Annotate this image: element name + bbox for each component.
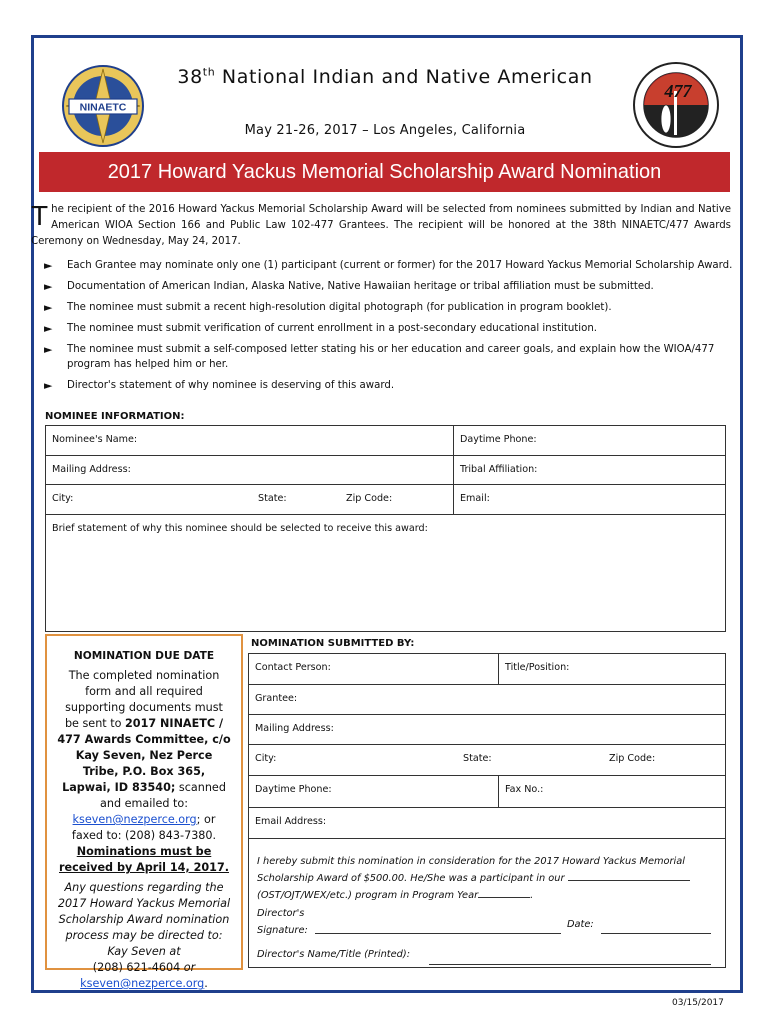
- director-name-label: Director's Name/Title (Printed):: [257, 949, 410, 960]
- submitted-by-heading: NOMINATION SUBMITTED BY:: [251, 638, 415, 649]
- submitter-zip-field[interactable]: Zip Code:: [609, 753, 656, 764]
- logo-left-text: NINAETC: [79, 101, 127, 114]
- intro-paragraph: The recipient of the 2016 Howard Yackus Memorial Scholarship Award will be selected from nominees submitted by Indian and Native American WIOA Section 166 and Public Law 102-477 Grantees. The recipient will be honored at the 38th NINAETC/477 Awards Ceremony on Wednesday, May 24, 2017.: [31, 200, 731, 247]
- grantee-field[interactable]: Grantee:: [255, 693, 298, 704]
- requirements-list: [44, 258, 734, 399]
- program-year-line: (OST/OJT/WEX/etc.) program in Program Year .: [257, 887, 717, 904]
- arrow-bullet-icon: ►: [44, 343, 53, 356]
- nominee-city-field[interactable]: City:: [52, 493, 74, 504]
- arrow-bullet-icon: ►: [44, 301, 53, 314]
- nominee-zip-field[interactable]: Zip Code:: [346, 493, 393, 504]
- deadline-text: Nominations must be received by April 14, 2017.: [59, 845, 229, 874]
- program-year-input[interactable]: [478, 887, 530, 898]
- director-signature-line[interactable]: [315, 923, 561, 934]
- email-link[interactable]: kseven@nezperce.org: [80, 977, 205, 990]
- table-row: [249, 776, 725, 808]
- director-name-line[interactable]: [429, 954, 711, 965]
- table-row: [46, 485, 725, 515]
- list-item: ► Documentation of American Indian, Alaska Native, Native Hawaiian heritage or tribal affiliation must be submitted.: [44, 280, 654, 293]
- date-line[interactable]: [601, 923, 711, 934]
- table-row: [249, 745, 725, 776]
- arrow-bullet-icon: ►: [44, 322, 53, 335]
- nominee-address-field[interactable]: Mailing Address:: [52, 464, 131, 475]
- nominee-statement-field[interactable]: Brief statement of why this nominee should be selected to receive this award:: [52, 523, 428, 534]
- nominee-email-field[interactable]: Email:: [460, 493, 490, 504]
- email-link[interactable]: kseven@nezperce.org: [72, 813, 197, 826]
- table-row: [46, 456, 725, 485]
- tribal-affiliation-field[interactable]: Tribal Affiliation:: [460, 464, 538, 475]
- program-name-line[interactable]: [568, 870, 690, 881]
- list-item: ► The nominee must submit verification of current enrollment in a post-secondary educational institution.: [44, 322, 598, 335]
- date-label: Date:: [567, 919, 594, 930]
- submitter-phone-field[interactable]: Daytime Phone:: [255, 784, 332, 795]
- table-row: [249, 808, 725, 839]
- arrow-bullet-icon: ►: [44, 259, 53, 272]
- footer-date: 03/15/2017: [672, 998, 724, 1008]
- drop-cap: T: [31, 200, 49, 231]
- director-signature-label: Director's Signature:: [257, 908, 308, 936]
- due-date-box: [45, 634, 243, 990]
- list-item: ► The nominee must submit a self-composed letter stating his or her education and career goals, and explain how the WIOA/477 program has helped him or her.: [44, 343, 715, 370]
- submitted-by-table: [248, 653, 726, 838]
- ninaetc-logo: [60, 63, 146, 149]
- certification-box: [248, 838, 726, 968]
- nominee-state-field[interactable]: State:: [258, 493, 287, 504]
- nominee-name-field[interactable]: Nominee's Name:: [52, 434, 138, 445]
- nominee-info-table: [45, 425, 726, 632]
- due-instructions: The completed nomination form and all required supporting documents must be sent to 2017 NINAETC / 477 Awards Committee, c/o Kay Seven, Nez Perce Tribe, P.O. Box 365, Lapwai, ID 83540; scanned and emailed to: kseven@nezperce.org; or faxed to: (208) 843-7380.: [57, 669, 231, 842]
- certification-statement: I hereby submit this nomination in consideration for the 2017 Howard Yackus Memorial Scholarship Award of $500.00. He/She was a participant in our: [257, 853, 717, 887]
- table-row: [249, 654, 725, 685]
- table-row: [249, 685, 725, 715]
- 477-tribal-logo: [632, 61, 720, 149]
- contact-person-field[interactable]: Contact Person:: [255, 662, 331, 673]
- table-row: [249, 715, 725, 745]
- form-title-banner: 2017 Howard Yackus Memorial Scholarship Award Nomination: [39, 152, 730, 192]
- submitter-email-field[interactable]: Email Address:: [255, 816, 327, 827]
- nominee-phone-field[interactable]: Daytime Phone:: [460, 434, 537, 445]
- table-row: [46, 426, 725, 456]
- submitter-city-field[interactable]: City:: [255, 753, 277, 764]
- submitter-address-field[interactable]: Mailing Address:: [255, 723, 334, 734]
- arrow-bullet-icon: ►: [44, 280, 53, 293]
- nominee-info-heading: NOMINEE INFORMATION:: [45, 411, 185, 422]
- title-position-field[interactable]: Title/Position:: [505, 662, 570, 673]
- logo-right-text: 477: [664, 81, 692, 101]
- list-item: ► Each Grantee may nominate only one (1) participant (current or former) for the 2017 Howard Yackus Memorial Scholarship Award.: [44, 259, 733, 272]
- list-item: ► The nominee must submit a recent high-resolution digital photograph (for publication in program booklet).: [44, 301, 612, 314]
- questions-text: Any questions regarding the 2017 Howard Yackus Memorial Scholarship Award nomination process may be directed to: Kay Seven at (208) 621-4604 or kseven@nezperce.org.: [57, 881, 231, 990]
- event-dateline: May 21-26, 2017 – Los Angeles, California: [244, 123, 526, 138]
- submitter-fax-field[interactable]: Fax No.:: [505, 784, 544, 795]
- submitter-state-field[interactable]: State:: [463, 753, 492, 764]
- event-title-line1: 38th National Indian and Native American: [177, 65, 593, 88]
- arrow-bullet-icon: ►: [44, 379, 53, 392]
- list-item: ► Director's statement of why nominee is deserving of this award.: [44, 379, 395, 392]
- due-date-title: NOMINATION DUE DATE: [73, 650, 215, 662]
